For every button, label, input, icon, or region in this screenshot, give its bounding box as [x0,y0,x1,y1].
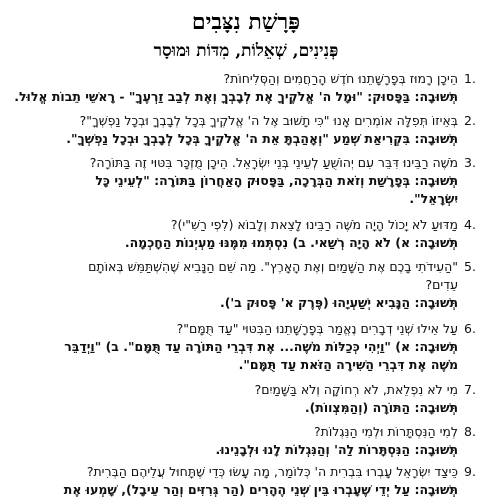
answer-text: בְּפָרָשַׁת וְזֹאת הַבְּרָכָה, בַּפָּסוּק הָאַחֲרוֹן בַּתּוֹרָה: "לְעֵינֵי כָּל [95,173,411,188]
answer-line [8,338,458,356]
answer-text-continued: מֹשֶׁה אֶת דִּבְרֵי הַשִּׁירָה הַזֹּאת עַד תֻּמָּם". [238,357,458,372]
question-item [8,154,484,208]
question-text: "הַעִידֹתִי בָכֶם אֶת הַשָּׁמַיִם וְאֶת הָאָרֶץ". מַה שֵּׁם הַנָּבִיא שֶׁהִשְׁתַּמֵּשׁ בְּאוֹתָם [88,259,458,274]
answer-label: תְּשׁוּבָה: [414,400,458,415]
answer-line [8,399,458,417]
question-item [8,112,484,148]
question-text: מַדּוּעַ לֹא יָכוֹל הָיָה מֹשֶׁה רַבֵּינוּ לָצֵאת וְלָבוֹא (לִפְי רַשִׁ"י)? [170,217,458,232]
question-number: 8. [464,424,476,439]
question-number: 4. [464,217,476,232]
answer-text: בַּפָּסוּק: "וּמָל ה' אֱלֹקֶיךָ אֶת לְבָבְךָ וְאֶת לְבַב זַרְעֶךָ" - רָאשֵׁי תֵבוֹת אֱלוּל. [14,89,411,104]
question-text: בְּאֵיזוֹ תְּפִלָּה אוֹמְרִים אָנוּ "כִּי תָשׁוּב אֶל ה' אֱלֹקֶיךָ בְּכָל לְבָבְךָ וּבְכָל נַפְשְׁךָ"? [79,113,458,128]
answer-label: תְּשׁוּבָה: [414,295,458,310]
answer-line [8,481,458,499]
question-text-continued: עֵדִים? [425,277,458,292]
question-text: כֵּיצַד יִשְׂרָאֵל עָבְרוּ בִּבְרִית ה' כְּלוֹמַר, מָה עָשׂוּ כְּדֵי שֶׁתָּחוּל עֲלֵיהֶם הַבְּרִית? [86,464,458,479]
answer-label: תְּשׁוּבָה: [414,339,458,354]
answer-text-continued: יִשְׂרָאֵל". [409,191,458,206]
question-text: עַל אֵילוּ שְׁנֵי דְבָרִים נֶאֱמַר בְּפָרָשָׁתֵנוּ הַבִּטּוּי "עַד תֻּמָּם"? [176,321,458,336]
answer-label: תְּשׁוּבָה: [414,235,458,250]
question-text: הֵיכָן רָמוּז בְּפָרָשָׁתֵנוּ חֹדֶשׁ הָרַחֲמִים וְהַסְּלִיחוֹת? [223,71,458,86]
answer-text: הַנִּסְתָּרוֹת לַה' וְהַנִּגְלוֹת לָנוּ וּלְבָנֵינוּ. [215,442,411,457]
question-number: 5. [464,259,476,274]
question-item [8,381,484,417]
answer-line [8,88,458,106]
answer-text: הַנָּבִיא יְשַׁעְיָהוּ (פֶּרֶק א' פָּסוּק ב'). [219,295,411,310]
question-item [8,258,484,312]
page-title: פָּרָשַׁת נִצָּבִים [191,9,301,35]
answer-label: תְּשׁוּבָה: [414,131,458,146]
answer-text: א) "וַיְהִי כְּכַלּוֹת מֹשֶׁה... אֶת דִּבְרֵי הַתּוֹרָה עַד תֻּמָּם". ב) "וַיְדַבֵּר [64,339,411,354]
answer-line [8,441,458,459]
question-item [8,70,484,106]
answer-text: א) לֹא הָיָה רְשַׁאי. ב) נִסְתְּמוּ מִמֶּנּוּ מַעְיְנוֹת הַחָכְמָה. [124,235,411,250]
answer-text: בִּקְרִיאַת שְׁמַע "וְאָהַבְתָּ אֵת ה' אֱלֹקֶיךָ בְּכָל לְבָבְךָ וּבְכָל נַפְשְׁךָ". [66,131,411,146]
question-item [8,463,484,499]
question-text: מִי לֹא נִפְלֵאת, לֹא רְחוֹקָה וְלֹא בַּשָּׁמַיִם? [254,382,458,397]
answer-text: עַל יְדֵי שֶׁעָבְרוּ בֵּין שְׁנֵי הֶהָרִים (הַר גְּרִזִּים וְהַר עֵיבָל), שָׁמְעוּ אֶת [63,482,411,497]
question-number: 9. [464,464,476,479]
answer-line [8,172,458,190]
question-number: 6. [464,321,476,336]
answer-line [8,294,458,312]
question-number: 7. [464,382,476,397]
question-item [8,216,484,252]
page-subtitle: פְּנִינִים, שְׁאֵלוֹת, מִדּוֹת וּמוּסָר [153,41,339,61]
answer-label: תְּשׁוּבָה: [414,482,458,497]
answer-text: הַתּוֹרָה (וְהַמִּצְווֹת). [304,400,411,415]
answer-label: תְּשׁוּבָה: [414,442,458,457]
answer-label: תְּשׁוּבָה: [414,173,458,188]
answer-line [8,234,458,252]
question-text: מֹשֶׁה רַבֵּינוּ דִּבֵּר עִם יְהוֹשֻׁעַ לְעֵינֵי בְּנֵי יִשְׂרָאֵל. הֵיכָן מֻזְכָּר בִּטּוּי זֶה בַּתּוֹרָה? [89,155,458,170]
question-item [8,423,484,459]
question-text: לְמִי הַנִּסְתָּרוֹת וּלְמִי הַנִּגְלוֹת? [314,424,458,439]
answer-label: תְּשׁוּבָה: [414,89,458,104]
question-number: 3. [464,155,476,170]
answer-line [8,130,458,148]
question-item [8,320,484,374]
question-number: 1. [464,71,476,86]
question-number: 2. [464,113,476,128]
